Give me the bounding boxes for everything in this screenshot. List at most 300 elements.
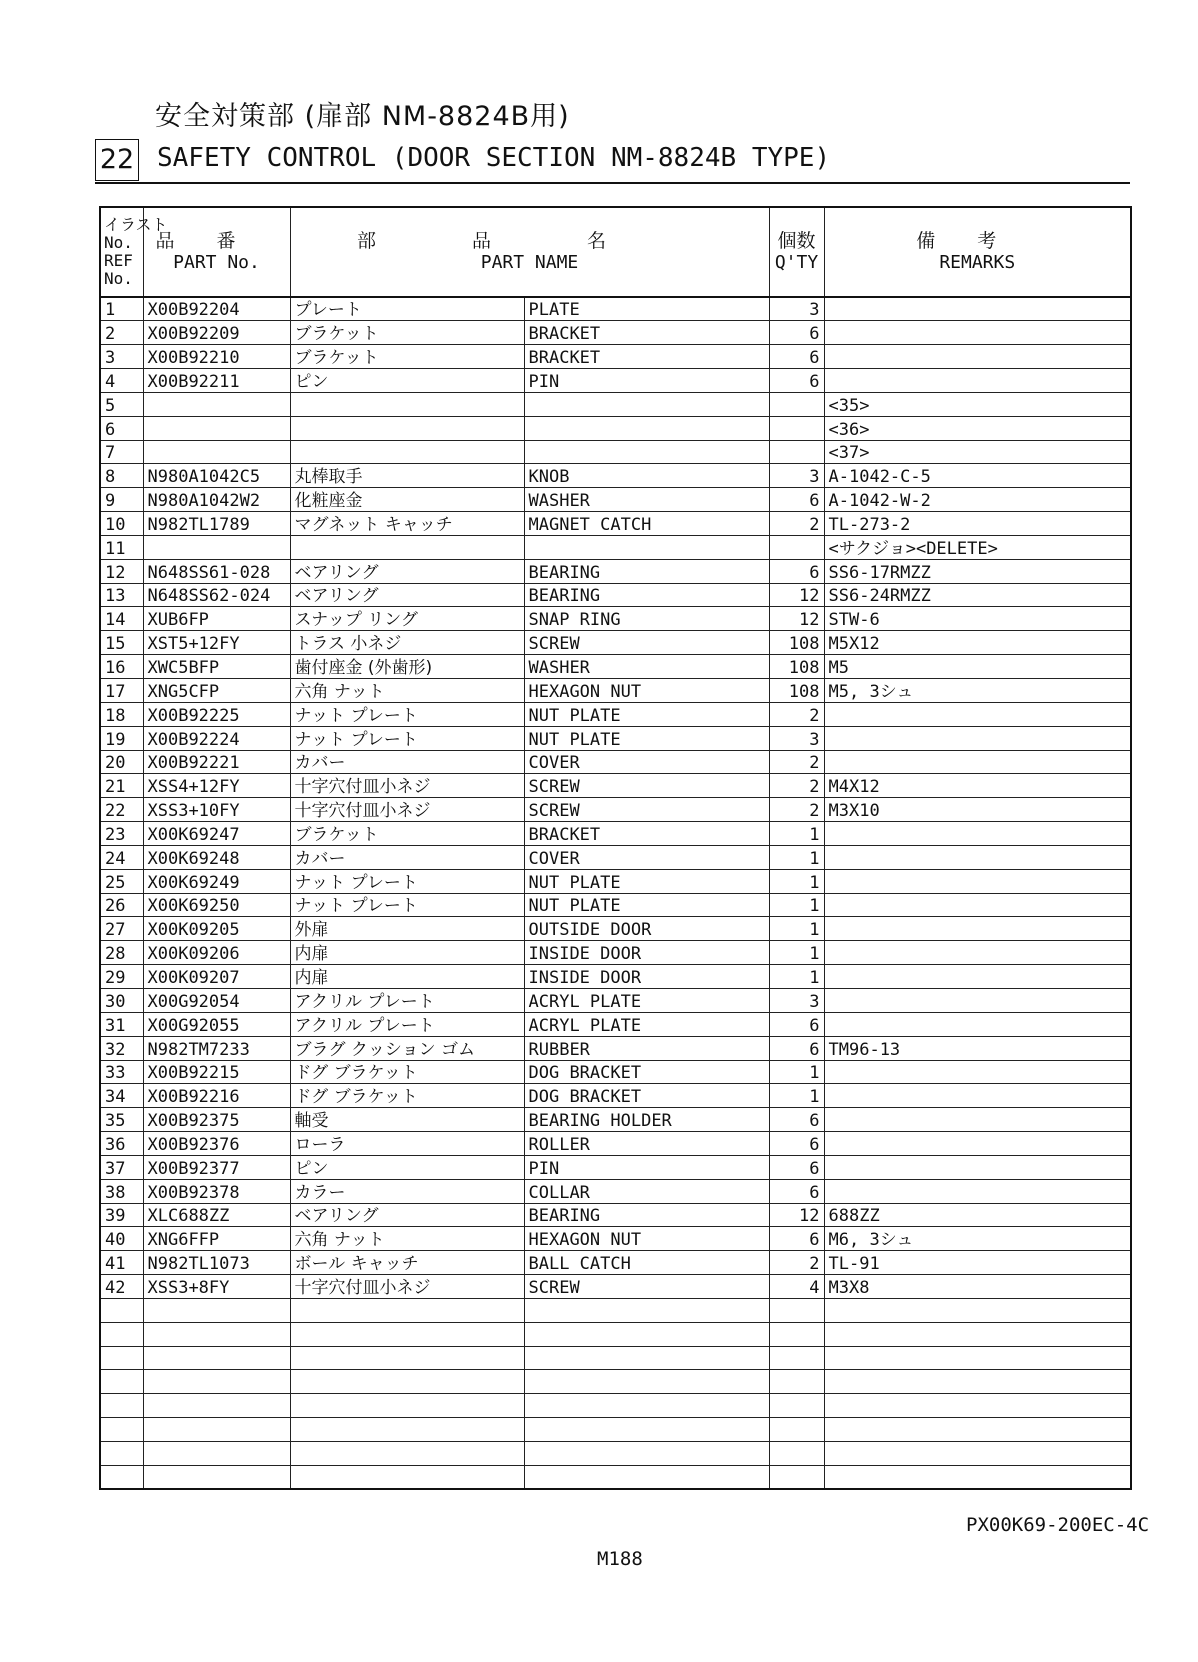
header-qty-jp: 個数 [777,230,816,252]
remarks-cell: M6, 3シュ [824,1227,1131,1251]
part-no-cell: XSS4+12FY [143,774,290,798]
part-no-cell [143,1322,290,1346]
part-no-cell: X00K69248 [143,845,290,869]
part-name-jp-cell: ベアリング [290,1203,524,1227]
table-row [100,845,1131,869]
remarks-cell [824,1155,1131,1179]
qty-cell [769,1394,824,1418]
ref-cell [100,1465,143,1489]
table-row [100,1012,1131,1036]
qty-cell: 108 [769,679,824,703]
part-no-cell: XUB6FP [143,607,290,631]
part-name-en-cell [524,1370,769,1394]
part-name-en-cell: KNOB [524,464,769,488]
part-name-jp-cell: 丸棒取手 [290,464,524,488]
ref-cell [100,1346,143,1370]
part-name-en-cell: PLATE [524,297,769,321]
table-row [100,321,1131,345]
ref-cell: 30 [100,988,143,1012]
part-name-en-cell [524,1394,769,1418]
table-row [100,1108,1131,1132]
ref-cell: 26 [100,893,143,917]
qty-cell: 2 [769,512,824,536]
part-no-cell: X00B92210 [143,345,290,369]
ref-cell: 20 [100,750,143,774]
remarks-cell [824,345,1131,369]
part-name-en-cell: NUT PLATE [524,893,769,917]
part-name-jp-cell [290,1394,524,1418]
table-row [100,1132,1131,1156]
ref-cell: 34 [100,1084,143,1108]
table-row [100,345,1131,369]
part-name-jp-cell: ブラケット [290,345,524,369]
part-name-en-cell: HEXAGON NUT [524,679,769,703]
part-name-jp-cell: カバー [290,750,524,774]
table-row [100,893,1131,917]
part-name-en-cell: COVER [524,845,769,869]
part-no-cell [143,535,290,559]
qty-cell: 6 [769,1036,824,1060]
qty-cell: 1 [769,893,824,917]
part-no-cell: X00B92378 [143,1179,290,1203]
part-no-cell [143,1298,290,1322]
table-row [100,1060,1131,1084]
part-name-en-cell: BRACKET [524,345,769,369]
remarks-cell: <36> [824,416,1131,440]
part-name-jp-cell: 十字穴付皿小ネジ [290,798,524,822]
part-no-cell: N982TL1789 [143,512,290,536]
remarks-cell [824,869,1131,893]
part-no-cell: N980A1042C5 [143,464,290,488]
qty-cell: 12 [769,583,824,607]
qty-cell: 6 [769,488,824,512]
qty-cell: 12 [769,607,824,631]
ref-cell: 35 [100,1108,143,1132]
qty-cell: 6 [769,369,824,393]
ref-cell: 19 [100,726,143,750]
ref-cell: 38 [100,1179,143,1203]
part-no-cell: N982TL1073 [143,1251,290,1275]
remarks-cell [824,369,1131,393]
ref-cell: 39 [100,1203,143,1227]
ref-cell: 7 [100,440,143,464]
page-number: M188 [597,1548,643,1570]
qty-cell: 6 [769,345,824,369]
part-no-cell: N648SS61-028 [143,559,290,583]
ref-cell: 31 [100,1012,143,1036]
part-no-cell: N980A1042W2 [143,488,290,512]
part-name-en-cell: WASHER [524,655,769,679]
part-name-jp-cell: 外扉 [290,917,524,941]
part-no-cell [143,1370,290,1394]
ref-cell: 6 [100,416,143,440]
part-no-cell: X00K09206 [143,941,290,965]
table-row [100,798,1131,822]
table-row [100,1251,1131,1275]
remarks-cell [824,1298,1131,1322]
remarks-cell: STW-6 [824,607,1131,631]
part-name-en-cell [524,440,769,464]
part-name-jp-cell [290,1370,524,1394]
part-name-jp-cell: ブラケット [290,822,524,846]
table-row [100,1298,1131,1322]
qty-cell: 1 [769,941,824,965]
ref-cell: 12 [100,559,143,583]
ref-cell [100,1418,143,1442]
remarks-cell: SS6-24RMZZ [824,583,1131,607]
remarks-cell [824,1084,1131,1108]
part-name-en-cell [524,1418,769,1442]
part-name-jp-cell: 軸受 [290,1108,524,1132]
document-code: PX00K69-200EC-4C [966,1514,1150,1536]
part-name-en-cell: COLLAR [524,1179,769,1203]
part-name-jp-cell: ドグ ブラケット [290,1084,524,1108]
part-name-jp-cell [290,1298,524,1322]
header-ref-no [100,207,168,297]
table-row [100,1418,1131,1442]
remarks-cell [824,750,1131,774]
parts-list-table [99,206,1132,1490]
qty-cell [769,1370,824,1394]
header-qty-en: Q'TY [774,252,819,273]
ref-cell: 33 [100,1060,143,1084]
qty-cell: 2 [769,1251,824,1275]
part-name-en-cell: BEARING [524,1203,769,1227]
qty-cell [769,392,824,416]
ref-cell: 4 [100,369,143,393]
part-no-cell: X00B92377 [143,1155,290,1179]
remarks-cell: <35> [824,392,1131,416]
ref-cell: 5 [100,392,143,416]
ref-cell: 29 [100,965,143,989]
header-remarks-en: REMARKS [939,252,1016,273]
part-name-en-cell: BEARING [524,559,769,583]
part-no-cell: XNG5CFP [143,679,290,703]
part-no-cell: X00K09207 [143,965,290,989]
remarks-cell [824,321,1131,345]
remarks-cell [824,1060,1131,1084]
remarks-cell [824,1370,1131,1394]
table-row [100,1322,1131,1346]
ref-cell: 25 [100,869,143,893]
table-row [100,416,1131,440]
part-name-jp-cell: ピン [290,1155,524,1179]
part-name-en-cell: NUT PLATE [524,869,769,893]
part-name-jp-cell: ナット プレート [290,726,524,750]
table-row [100,869,1131,893]
table-row [100,1036,1131,1060]
ref-cell: 27 [100,917,143,941]
part-name-jp-cell: 化粧座金 [290,488,524,512]
table-row [100,1203,1131,1227]
header-part-name-en: PART NAME [480,252,579,273]
part-no-cell: X00K69250 [143,893,290,917]
part-name-en-cell: NUT PLATE [524,702,769,726]
table-row [100,392,1131,416]
title-underline [95,182,1130,184]
part-name-en-cell: SCREW [524,1275,769,1299]
part-name-en-cell: COVER [524,750,769,774]
ref-cell: 28 [100,941,143,965]
table-row [100,488,1131,512]
qty-cell: 6 [769,321,824,345]
parts-list-body [100,297,1131,1489]
part-name-en-cell [524,392,769,416]
part-name-en-cell: DOG BRACKET [524,1060,769,1084]
remarks-cell [824,726,1131,750]
table-row [100,655,1131,679]
remarks-cell: M4X12 [824,774,1131,798]
ref-cell: 24 [100,845,143,869]
ref-cell [100,1442,143,1466]
part-name-jp-cell [290,392,524,416]
remarks-cell [824,1418,1131,1442]
part-name-jp-cell: ベアリング [290,583,524,607]
remarks-cell: SS6-17RMZZ [824,559,1131,583]
table-row [100,750,1131,774]
ref-cell: 21 [100,774,143,798]
part-no-cell: X00K69249 [143,869,290,893]
part-no-cell: XSS3+10FY [143,798,290,822]
remarks-cell [824,1012,1131,1036]
part-name-en-cell [524,1298,769,1322]
qty-cell: 6 [769,1155,824,1179]
qty-cell: 3 [769,297,824,321]
remarks-cell [824,941,1131,965]
qty-cell: 1 [769,965,824,989]
remarks-cell [824,1346,1131,1370]
table-row [100,1442,1131,1466]
part-no-cell: X00B92209 [143,321,290,345]
ref-cell: 2 [100,321,143,345]
part-no-cell: XWC5BFP [143,655,290,679]
part-name-jp-cell [290,416,524,440]
header-ref-line: No. [104,233,133,252]
remarks-cell: A-1042-W-2 [824,488,1131,512]
qty-cell [769,416,824,440]
part-name-jp-cell: ピン [290,369,524,393]
remarks-cell [824,845,1131,869]
part-no-cell: N982TM7233 [143,1036,290,1060]
qty-cell: 108 [769,655,824,679]
qty-cell: 6 [769,1179,824,1203]
part-name-en-cell: ACRYL PLATE [524,1012,769,1036]
part-name-jp-cell: 歯付座金 (外歯形) [290,655,524,679]
qty-cell: 6 [769,1227,824,1251]
part-name-jp-cell: ローラ [290,1132,524,1156]
part-name-jp-cell: ドグ ブラケット [290,1060,524,1084]
part-name-jp-cell [290,1346,524,1370]
part-no-cell [143,1346,290,1370]
part-no-cell: XSS3+8FY [143,1275,290,1299]
part-no-cell [143,416,290,440]
part-name-jp-cell: アクリル プレート [290,988,524,1012]
table-row [100,583,1131,607]
qty-cell: 1 [769,845,824,869]
ref-cell [100,1370,143,1394]
table-row [100,440,1131,464]
part-name-en-cell: SCREW [524,631,769,655]
remarks-cell: <37> [824,440,1131,464]
part-no-cell: X00K69247 [143,822,290,846]
part-name-jp-cell [290,1322,524,1346]
table-row [100,1155,1131,1179]
remarks-cell [824,822,1131,846]
table-row [100,631,1131,655]
remarks-cell [824,1465,1131,1489]
remarks-cell: TM96-13 [824,1036,1131,1060]
table-header-row [100,207,1131,297]
part-no-cell: X00B92224 [143,726,290,750]
table-row [100,297,1131,321]
part-name-en-cell: HEXAGON NUT [524,1227,769,1251]
remarks-cell: M5, 3シュ [824,679,1131,703]
qty-cell: 2 [769,798,824,822]
part-name-en-cell [524,416,769,440]
ref-cell: 1 [100,297,143,321]
table-row [100,1394,1131,1418]
table-row [100,822,1131,846]
part-no-cell [143,1442,290,1466]
remarks-cell: M3X10 [824,798,1131,822]
table-row [100,369,1131,393]
part-no-cell: N648SS62-024 [143,583,290,607]
table-row [100,1346,1131,1370]
header-part-name [290,207,769,297]
header-part-no-jp: 品番 [155,230,278,252]
ref-cell [100,1298,143,1322]
table-row [100,726,1131,750]
remarks-cell: M5X12 [824,631,1131,655]
table-row [100,1227,1131,1251]
part-name-jp-cell [290,1465,524,1489]
remarks-cell [824,1179,1131,1203]
ref-cell: 8 [100,464,143,488]
header-ref-line: REF [104,251,133,270]
part-name-jp-cell: カラー [290,1179,524,1203]
part-no-cell: XLC688ZZ [143,1203,290,1227]
part-no-cell [143,440,290,464]
part-no-cell: X00B92204 [143,297,290,321]
part-name-jp-cell: ナット プレート [290,702,524,726]
ref-cell: 22 [100,798,143,822]
qty-cell [769,1418,824,1442]
ref-cell: 15 [100,631,143,655]
part-name-en-cell: BRACKET [524,822,769,846]
qty-cell [769,1346,824,1370]
ref-cell: 10 [100,512,143,536]
part-no-cell: X00B92225 [143,702,290,726]
part-name-jp-cell: 内扉 [290,941,524,965]
part-name-en-cell: BALL CATCH [524,1251,769,1275]
qty-cell: 2 [769,702,824,726]
part-name-en-cell: PIN [524,1155,769,1179]
ref-cell: 14 [100,607,143,631]
section-number-box: 22 [95,139,139,181]
page-title-japanese: 安全対策部 (扉部 NM-8824B用) [155,101,570,132]
header-ref-line: No. [104,269,133,288]
part-no-cell [143,392,290,416]
table-row [100,988,1131,1012]
remarks-cell [824,917,1131,941]
page-title-english: SAFETY CONTROL (DOOR SECTION NM-8824B TYPE) [157,143,831,173]
qty-cell: 6 [769,1108,824,1132]
table-row [100,535,1131,559]
ref-cell: 37 [100,1155,143,1179]
ref-cell: 13 [100,583,143,607]
part-name-en-cell: OUTSIDE DOOR [524,917,769,941]
header-remarks-jp: 備考 [916,230,1039,252]
qty-cell [769,1298,824,1322]
part-name-jp-cell [290,1442,524,1466]
ref-cell: 41 [100,1251,143,1275]
part-name-en-cell: INSIDE DOOR [524,941,769,965]
ref-cell: 16 [100,655,143,679]
part-name-en-cell: BEARING HOLDER [524,1108,769,1132]
part-name-en-cell [524,1346,769,1370]
qty-cell: 1 [769,822,824,846]
part-name-en-cell [524,1465,769,1489]
qty-cell [769,440,824,464]
part-no-cell: X00B92375 [143,1108,290,1132]
part-name-en-cell: INSIDE DOOR [524,965,769,989]
table-row [100,702,1131,726]
part-name-en-cell [524,1322,769,1346]
part-name-en-cell: SCREW [524,798,769,822]
qty-cell: 3 [769,726,824,750]
remarks-cell [824,1394,1131,1418]
qty-cell: 6 [769,1132,824,1156]
part-name-jp-cell: スナップ リング [290,607,524,631]
remarks-cell: <サクジョ><DELETE> [824,535,1131,559]
remarks-cell [824,1108,1131,1132]
part-name-en-cell: PIN [524,369,769,393]
qty-cell: 1 [769,869,824,893]
ref-cell: 23 [100,822,143,846]
ref-cell [100,1322,143,1346]
table-row [100,1275,1131,1299]
part-no-cell: X00B92221 [143,750,290,774]
header-part-name-jp: 部品名 [357,230,703,252]
qty-cell: 108 [769,631,824,655]
remarks-cell: TL-91 [824,1251,1131,1275]
remarks-cell [824,965,1131,989]
header-part-no-en: PART No. [173,252,260,273]
part-name-en-cell: SNAP RING [524,607,769,631]
qty-cell [769,1322,824,1346]
remarks-cell: 688ZZ [824,1203,1131,1227]
part-no-cell [143,1418,290,1442]
qty-cell: 1 [769,1060,824,1084]
qty-cell [769,1465,824,1489]
table-row [100,1370,1131,1394]
header-remarks [824,207,1131,297]
part-no-cell: XST5+12FY [143,631,290,655]
part-name-jp-cell: プレート [290,297,524,321]
table-row [100,679,1131,703]
part-name-en-cell: MAGNET CATCH [524,512,769,536]
part-name-jp-cell [290,535,524,559]
qty-cell: 6 [769,559,824,583]
table-row [100,917,1131,941]
part-name-en-cell: ACRYL PLATE [524,988,769,1012]
remarks-cell: M5 [824,655,1131,679]
part-name-jp-cell: ブラグ クッション ゴム [290,1036,524,1060]
qty-cell: 4 [769,1275,824,1299]
qty-cell: 1 [769,1084,824,1108]
table-row [100,941,1131,965]
part-name-jp-cell: トラス 小ネジ [290,631,524,655]
